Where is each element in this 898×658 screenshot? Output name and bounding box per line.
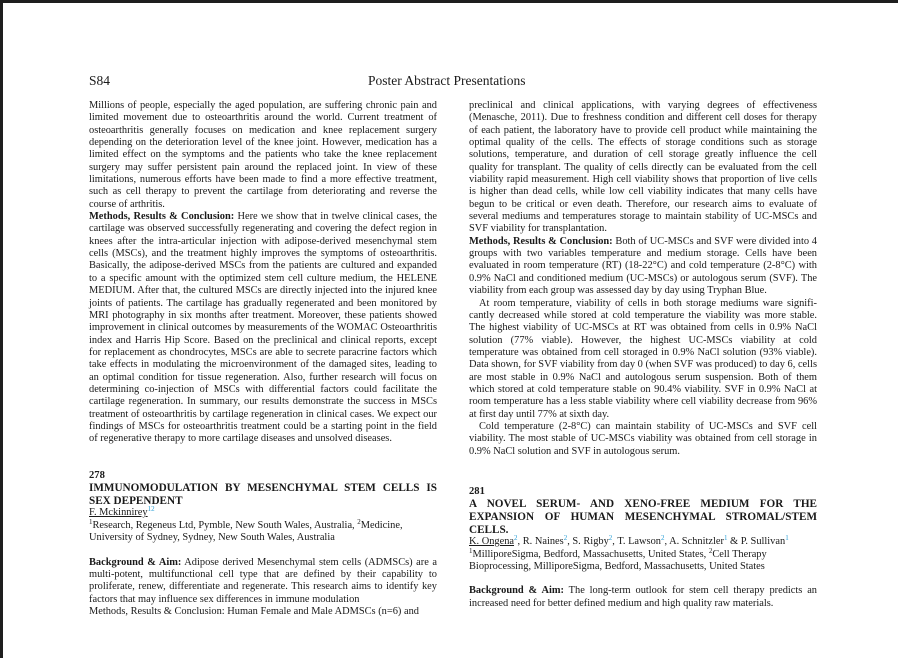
abstract-title: A NOVEL SERUM- AND XENO-FREE MEDIUM FOR THE EXPANSION OF HUMAN MESENCHYMAL STROMAL/STEM CELLS. [469,498,817,536]
background-text: Adipose derived Mesenchymal stem cells (ADMSCs) are a multi-potent, multifunctional cell type that are defined by their capability to proliferate, renew, differentiate and regenerate. This research aims to identify key factors that may influence sex differences in immune modulation [89,556,437,605]
abstract-278 [89,470,437,619]
author-separator: , [567,536,573,548]
affiliation-marker: 2 [357,517,361,526]
affiliation-marker: 2 [708,546,713,555]
author-separator: , [612,536,618,548]
affiliation-2: Medicine, University of Sydney, Sydney, New South Wales, Australia [89,519,403,544]
background-paragraph [89,557,437,606]
background-paragraph [469,585,817,610]
methods-label: Methods, Results & Conclusion: [469,235,613,247]
background-text: The long-term outlook for stem cell therapy predicts an increased need for better defined medium and high quality raw materials. [469,585,817,609]
section-title: Poster Abstract Presentations [368,73,526,88]
running-head [89,73,829,89]
author-list [89,507,437,519]
author-affiliation-link[interactable]: 1 [723,534,728,543]
methods-partial-line: Methods, Results & Conclusion: Human Female and Male ADMSCs (n=6) and [89,605,419,617]
author-affiliation-link[interactable]: 2 [660,534,665,543]
affiliation-marker: 1 [89,517,93,526]
author-name: S. Rigby [572,536,609,548]
author-name: A. Schnitzler [669,536,724,548]
background-label: Background & Aim: [469,585,564,597]
right-column [469,100,817,610]
affiliations [89,517,437,545]
conclusion-paragraph: Cold temperature (2-8°C) can maintain stability of UC-MSCs and SVF cell viability. The most stable of UC-MSCs viability was obtained from cell storage in 0.9% NaCl solution and SVF in autologous serum. [469,420,817,457]
journal-page [3,3,898,658]
author-name: K. Ongena [469,536,515,548]
author-affiliation-link[interactable]: 12 [147,505,155,514]
methods-text: Both of UC-MSCs and SVF were divided into 4 groups with two variables temperature and medium storage. Cells have been evaluated in room temperature (RT) (18-22°C) and cold temperature (2-8°C) with 0.9% NaCl and conditioned medium (UC-MSCs) or autologous serum (SVF). The viability from each group was assessed day by day using Tryphan Blue. [469,235,817,297]
methods-text: Here we show that in twelve clinical cases, the cartilage was observed successfully regenerating and covering the defect region in knees after the intra-articular injection with adipose-derived mesenchymal stem cells (MSCs), and the treatment highly improves the symptoms of osteoarthritis. Basically, the adipose-derived MSCs from the patients are cultured and expanded to a specific amount with the optimized stem cell culture medium, the HELENE MEDIUM. After that, the cultured MSCs are directly injected into the injured knee joints of patients. The cartilage has gradually regenerated and been monitored by MRI photography in six months after treatment. Moreover, these patients showed improvement in clinical outcomes by measurements of the WOMAC Osteoarthritis index and Harris Hip Score. Based on the preclinical and clinical reports, except for replacement as chondrocytes, MSCs are able to secrete paracrine factors which take effects in modulating the microenvironment of the damaged sites, leading to an optimal condition for tissue regeneration. Also, further research will focus on determining co-injection of MSCs with differential factors could facilitate the cartilage regeneration. In summary, our results demonstrate the success in MSCs treatment of osteoarthritis by cartilage regeneration in clinical cases. We expect our findings of MSCs for osteoarthritis treatment could be a starting point in the field of regenerative therapy to more cartilage diseases and unsolved diseases. [89,211,437,445]
author-name: T. Lawson [617,536,661,548]
abstract-number: 281 [469,485,485,497]
author-name: P. Sullivan [740,536,786,548]
author-name: R. Naines [522,536,564,548]
affiliation-marker: 1 [469,546,473,555]
methods-paragraph [469,236,817,298]
abstract-intro-paragraph: Millions of people, especially the aged population, are suffering chronic pain and limited movement due to osteoarthritis around the world. Current treatment of osteoarthritis generally focuses on medication and knee replacement surgery depending on the deterioration level of the knee joint. However, medication has a limited effect on the symptoms and the patients who take the knee replacement surgery may suffer persistent pain around the replaced joint. In view of these limitations, numerous efforts have been made to find a more effective treatment, such as cell therapy to prevent the cartilage from deteriorating and reverse the course of arthritis. [89,100,437,210]
affiliation-1: MilliporeSigma, Bedford, Massachusetts, United States, [472,548,709,560]
results-paragraph: At room temperature, viability of cells in both storage mediums ware significantly decreased while stored at cold temperature the viability was more stable. The highest viability of UC-MSCs at RT was obtained from cells in 0.9% NaCl solution (77% viable). However, the highest UC-MSCs viability at cold temperature was obtained from cell storaged in 0.9% NaCl solution (93% viable). Data shown, for SVF viability from day 0 (when SVF was produced) to day 6, cells are most stable in 0.9% NaCl and autologous serum suspension. Both of them which stored at cold temperature stable on 90.4% viability. SVF in 0.9% NaCl at room temperature has a less stable viability where cell viability decrease from 96% at first day until 77% at sixth day. [469,297,817,420]
author-separator: & [727,536,741,548]
page-number: S84 [89,73,111,88]
author-separator: , [517,536,523,548]
background-label: Background & Aim: [89,556,182,568]
methods-label: Methods, Results & Conclusion: [89,211,235,223]
author-affiliation-link[interactable]: 2 [608,534,613,543]
affiliation-1: Research, Regeneus Ltd, Pymble, New South Wales, Australia, [92,519,358,531]
author-affiliation-link[interactable]: 1 [785,534,789,543]
author-list [469,536,817,548]
abstract-281 [469,486,817,610]
left-column [89,100,437,618]
abstract-title: IMMUNOMODULATION BY MESENCHYMAL STEM CELLS IS SEX DEPENDENT [89,482,437,507]
author-affiliation-link[interactable]: 2 [514,534,518,543]
affiliation-2: Cell Therapy Bioprocessing, MilliporeSigma, Bedford, Massachusetts, United States [469,548,767,573]
abstract-intro-paragraph: preclinical and clinical applications, with varying degrees of effectiveness (Menasche, 2011). Due to freshness condition and different cell doses for therapy of each patient, the laboratory have to provide cell product while maintaining the optimal quality of the cells. The effects of storage conditions such as storage solutions, temperature, and duration of cell storage greatly influence the cell quality for transplant. The quality of cells directly can be evaluated from the cell viability rapid measurement. High cell viability shows that proportion of live cells is higher than dead cells, while low cell viability indicates that many cells have begun to be critical or even death. Therefore, our research aims to evaluate of several mediums and temperatures storage to maintain stability of UC-MSCs and SVF viability for transplantation. [469,100,817,235]
methods-paragraph [89,211,437,446]
abstract-number: 278 [89,469,105,481]
affiliations [469,546,817,574]
author-separator: , [664,536,670,548]
author-name: F. Mckinnirey [89,507,148,519]
author-affiliation-link[interactable]: 2 [563,534,568,543]
